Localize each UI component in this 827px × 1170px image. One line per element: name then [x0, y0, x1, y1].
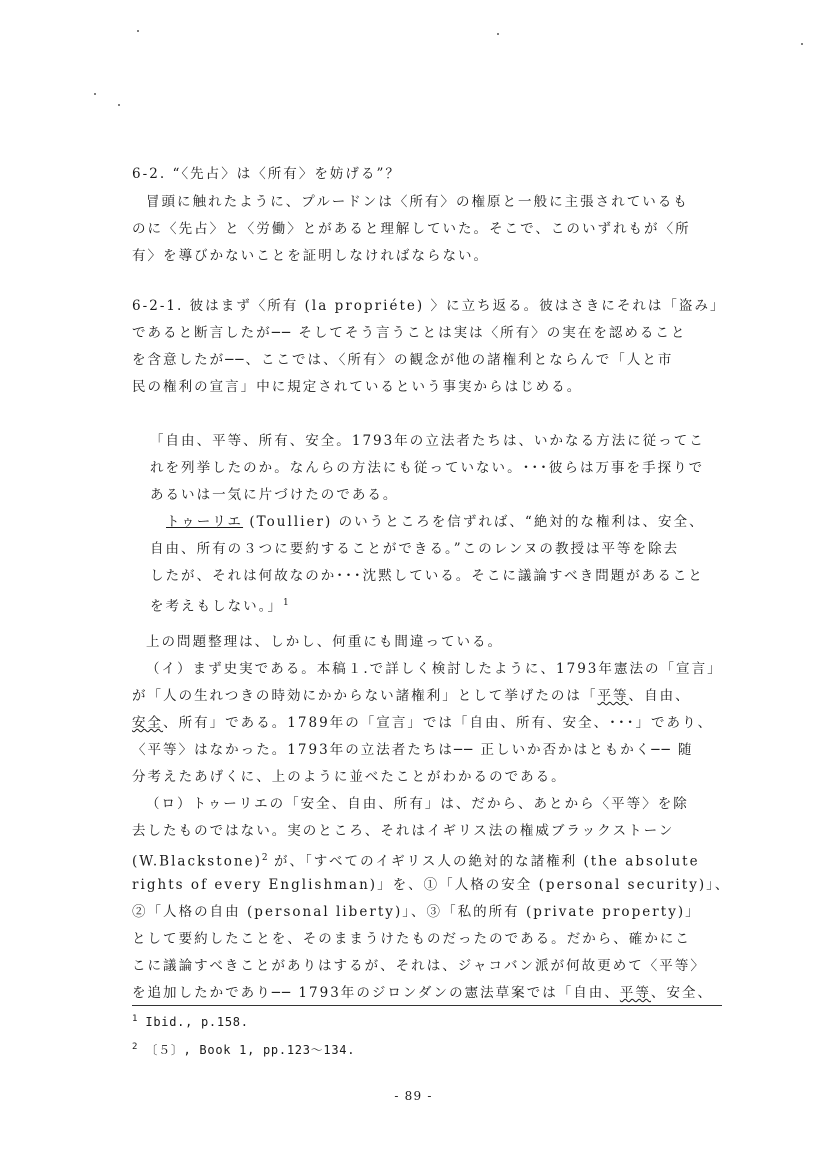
paragraph-line: として要約したことを、そのままうけたものだったのである。だから、確かにこ	[132, 931, 691, 947]
scan-speck	[94, 93, 96, 95]
paragraph-line: 安全、所有」である。1789年の「宣言」では「自由、所有、安全、･･･」であり、	[132, 715, 714, 731]
scan-speck	[801, 43, 803, 45]
paragraph-line: ②「人格の自由 (personal liberty)」、③「私的所有 (private property)」	[132, 904, 701, 920]
emphasis-word: 平等	[619, 985, 651, 1001]
footnote: $^2$ 〔５〕, Book 1, pp.123～134.	[132, 1042, 356, 1057]
paragraph-line: (W.Blackstone)$^2$ が、「すべてのイギリス人の絶対的な諸権利 (the absolute	[132, 853, 700, 870]
quote-line: トゥーリエ (Toullier) のいうところを信ずれば、“絶対的な権利は、安全、	[166, 514, 705, 530]
paragraph-line: 〈平等〉はなかった。1793年の立法者たちは── 正しいか否かはともかく── 随	[132, 742, 694, 758]
scan-speck	[497, 33, 499, 35]
quote-author-name: トゥーリエ	[166, 514, 244, 530]
subsection-line: 6-2-1. 彼はまず〈所有 (la propriéte) 〉に立ち返る。彼はさきにそれは「盗み」	[132, 298, 726, 314]
emphasis-word: 平等	[597, 688, 629, 704]
section-heading: 6-2. “〈先占〉は〈所有〉を妨げる”？	[132, 166, 401, 182]
quote-line: を考えもしない。」$^1$	[150, 598, 289, 615]
scan-speck	[137, 30, 139, 32]
footnote-ref: 1	[282, 598, 289, 608]
paragraph-line: が「人の生れつきの時効にかからない諸権利」として挙げたのは「平等、自由、	[132, 688, 691, 704]
quote-line: れを列挙したのか。なんらの方法にも従っていない。･･･彼らは万事を手探りで	[150, 460, 705, 476]
paragraph-line: rights of every Englishman)」を、①「人格の安全 (personal security)」、	[132, 877, 731, 893]
subsection-line: 民の権利の宣言」中に規定されているという事実からはじめる。	[132, 379, 583, 395]
paragraph-line: （ロ）トゥーリエの「安全、自由、所有」は、だから、あとから〈平等〉を除	[146, 796, 689, 812]
paragraph-line: を追加したかであり── 1793年のジロンダンの憲法草案では「自由、平等、安全、	[132, 985, 714, 1001]
footnote-divider	[132, 1005, 722, 1006]
subsection-line: を含意したが──、ここでは、〈所有〉の観念が他の諸権利とならんで「人と市	[132, 352, 674, 368]
footnote: $^1$ Ibid., p.158.	[132, 1014, 249, 1029]
paragraph-line: 分考えたあげくに、上のように並べたことがわかるのである。	[132, 769, 567, 785]
paragraph-line: 上の問題整理は、しかし、何重にも間違っている。	[146, 634, 504, 650]
quote-line: あるいは一気に片づけたのである。	[150, 487, 399, 503]
subsection-line: であると断言したが── そしてそう言うことは実は〈所有〉の実在を認めること	[132, 325, 687, 341]
quote-line: 自由、所有の３つに要約することができる。”このレンヌの教授は平等を除去	[150, 541, 680, 557]
paragraph-line: こに議論すべきことがありはするが、それは、ジャコバン派が何故更めて〈平等〉	[132, 958, 706, 974]
scan-speck	[118, 104, 120, 106]
page-number: - 89 -	[394, 1089, 433, 1103]
paragraph-line: 冒頭に触れたように、プルードンは〈所有〉の権原と一般に主張されているも	[146, 194, 689, 210]
paragraph-line: （イ）まず史実である。本稿１.で詳しく検討したように、1793年憲法の「宣言」	[146, 661, 723, 677]
footnote-ref: 2	[261, 853, 268, 863]
quote-line: したが、それは何故なのか･･･沈黙している。そこに議論すべき問題があること	[150, 568, 704, 584]
emphasis-word: 安全	[132, 715, 164, 731]
paragraph-line: 有〉を導びかないことを証明しなければならない。	[132, 248, 490, 264]
quote-line: 「自由、平等、所有、安全。1793年の立法者たちは、いかなる方法に従ってこ	[150, 433, 705, 449]
paragraph-line: のに〈先占〉と〈労働〉とがあると理解していた。そこで、このいずれもが〈所	[132, 221, 691, 237]
paragraph-line: 去したものではない。実のところ、それはイギリス法の権威ブラックストーン	[132, 823, 675, 839]
